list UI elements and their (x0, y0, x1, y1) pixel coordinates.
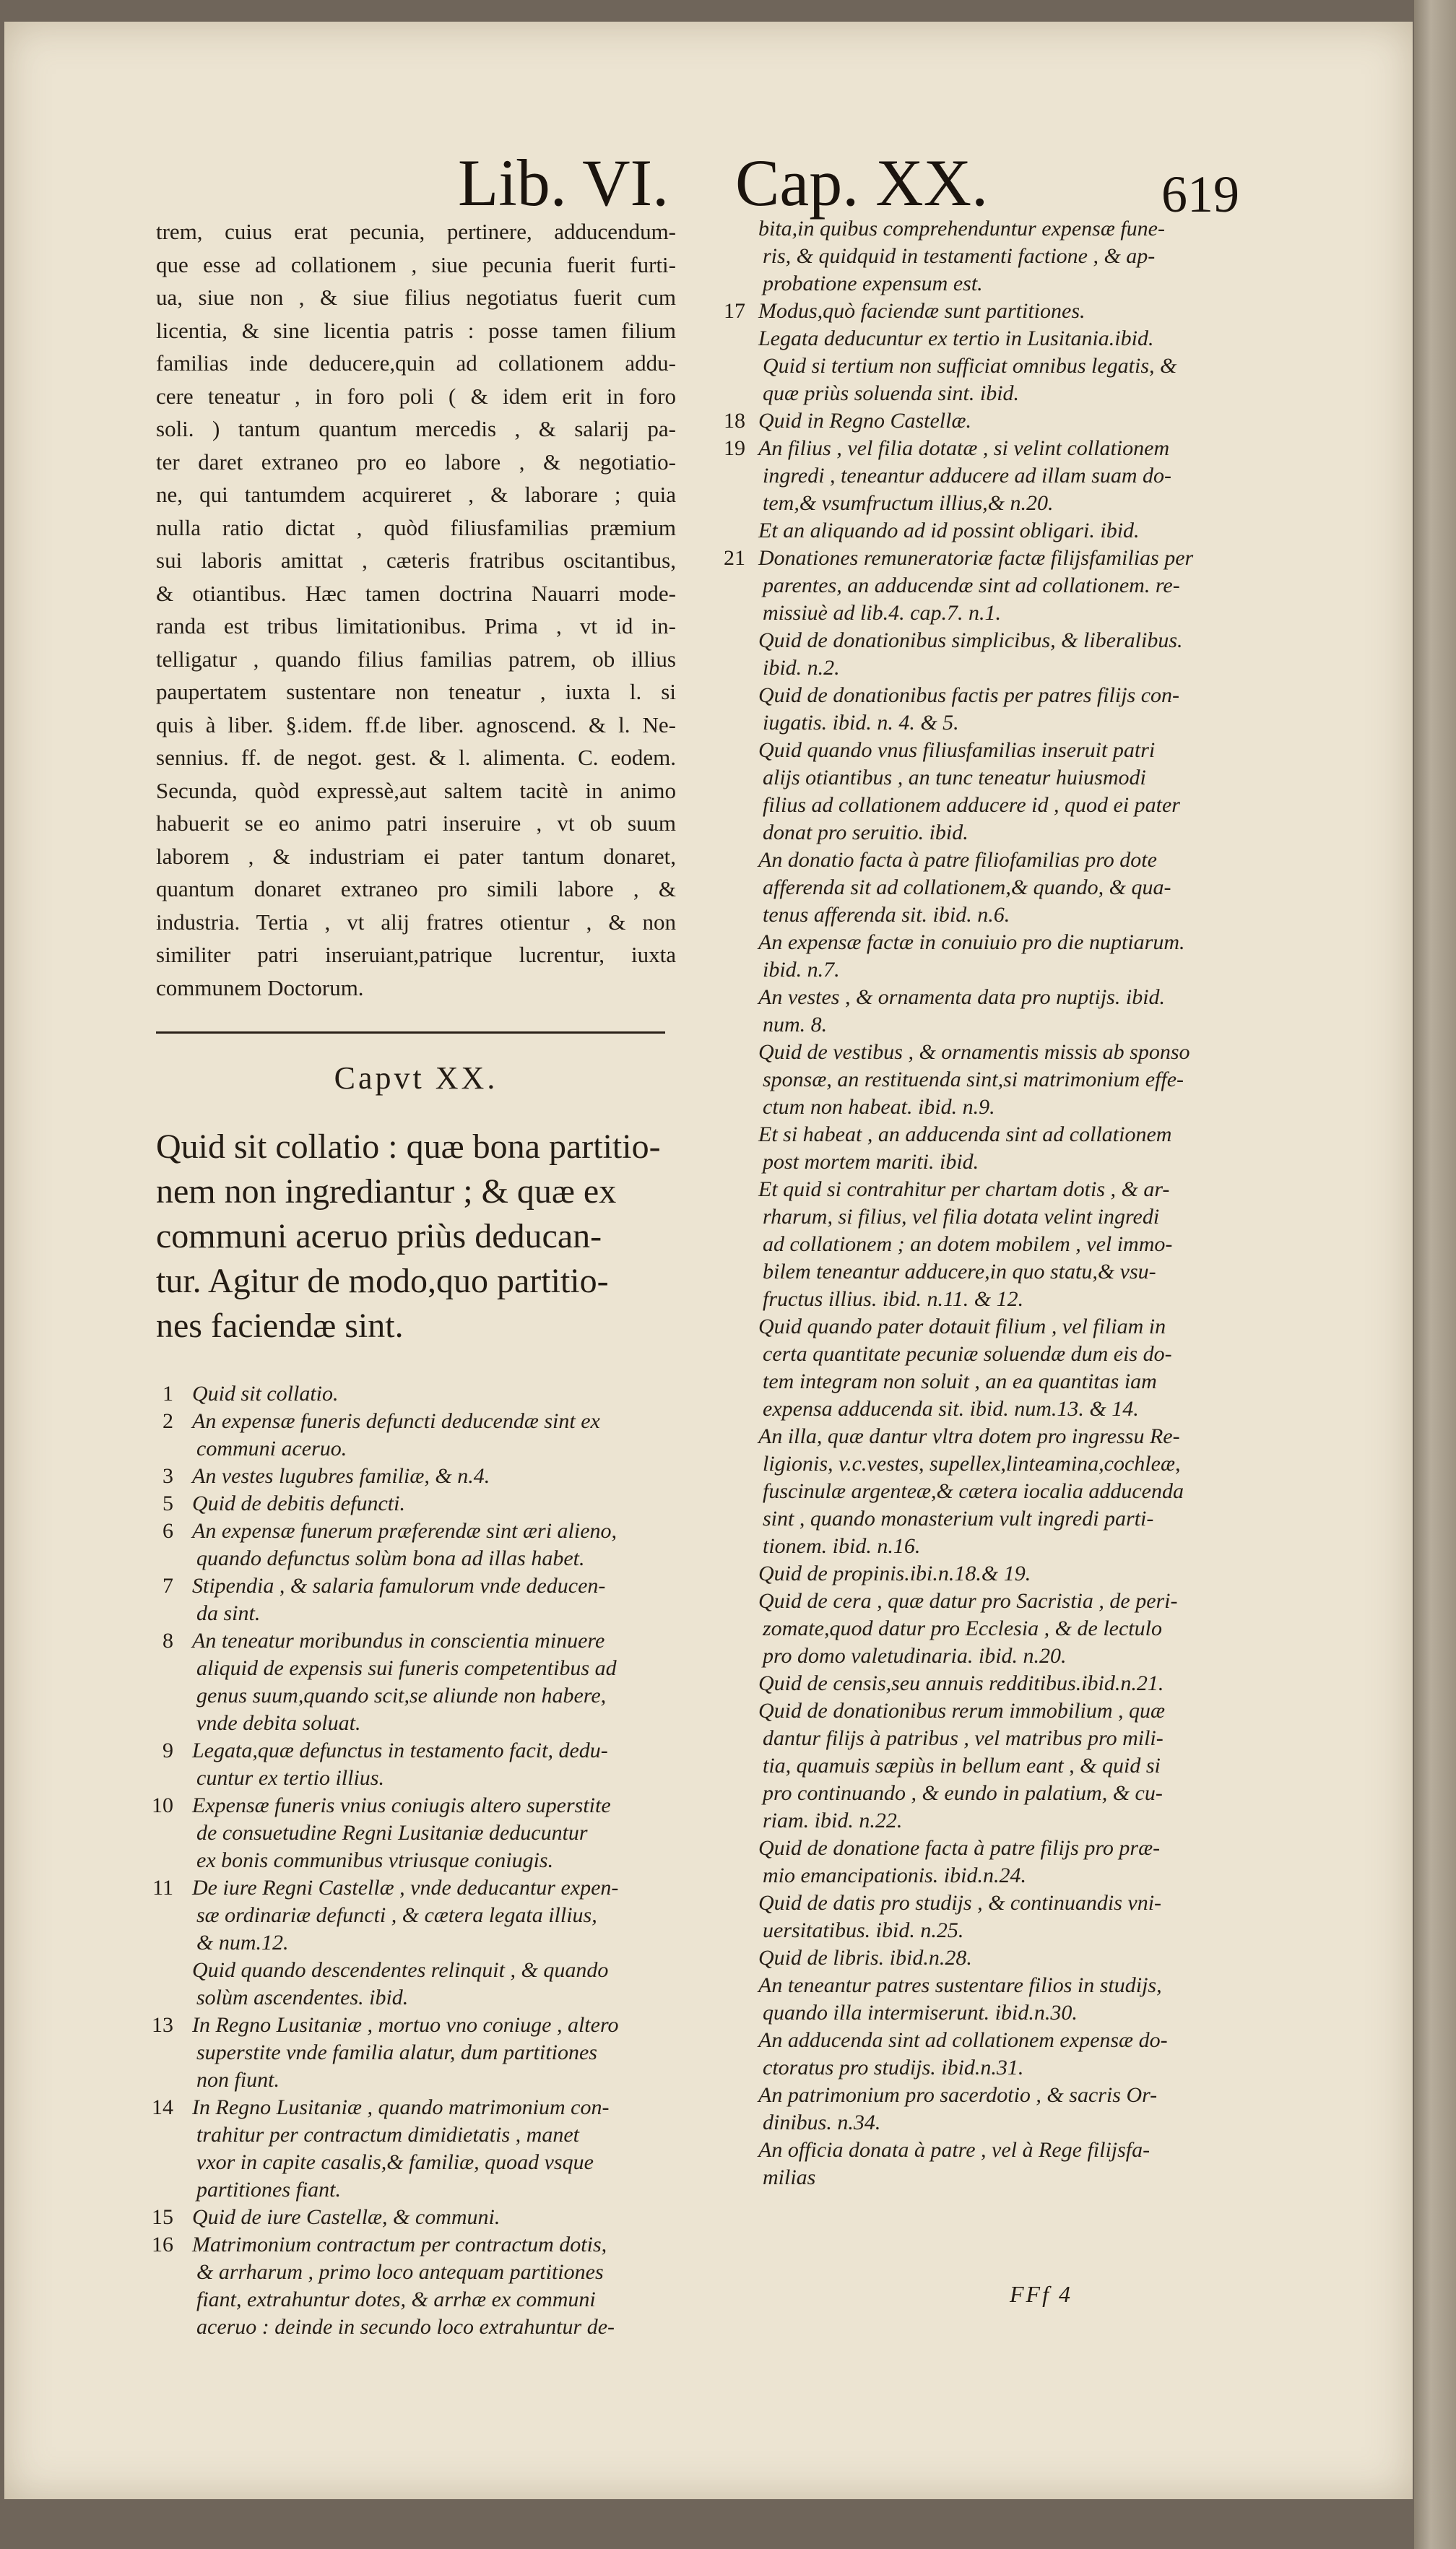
signature-mark: FFf 4 (1010, 2281, 1072, 2307)
entry-line: Quid quando pater dotauit filium , vel filiam in (758, 1315, 1166, 1338)
chapter-number: Cap. XX. (735, 146, 989, 220)
entry-line: pro domo valetudinaria. ibid. n.20. (763, 1644, 1067, 1668)
entry-line: Quid sit collatio. (192, 1382, 339, 1406)
index-entry (748, 1588, 1247, 1670)
entry-line: Expensæ funeris vnius coniugis altero superstite (192, 1793, 611, 1817)
entry-line: sponsæ, an restituenda sint,si matrimonium effe- (763, 1068, 1184, 1091)
title-line: tur. Agitur de modo,quo partitio- (156, 1262, 609, 1300)
entry-line: quæ priùs soluenda sint. ibid. (763, 381, 1020, 405)
entry-line: Quid quando vnus filiusfamilias inseruit patri (758, 738, 1156, 762)
index-entry (152, 2231, 676, 2341)
paragraph-line: ua, siue non , & siue filius negotiatus fuerit cum (156, 285, 676, 310)
entry-number: 5 (162, 1492, 173, 1515)
entry-number: 1 (162, 1382, 173, 1406)
entry-number: 18 (724, 409, 745, 433)
index-entry (748, 1039, 1247, 1121)
entry-line: post mortem mariti. ibid. (763, 1150, 979, 1174)
entry-line: num. 8. (763, 1013, 828, 1037)
paragraph-line: familias inde deducere,quin ad collationem addu- (156, 350, 676, 376)
entry-line: superstite vnde familia alatur, dum partitiones (196, 2041, 597, 2064)
index-entry (748, 2027, 1247, 2082)
index-entry (748, 737, 1247, 847)
entry-number: 16 (152, 2233, 173, 2256)
entry-line: da sint. (196, 1601, 261, 1625)
paragraph-line: paupertatem sustentare non teneatur , iuxta l. si (156, 679, 676, 704)
entry-line: Quid de iure Castellæ, & communi. (192, 2205, 500, 2229)
entry-line: An filius , vel filia dotatæ , si velint collationem (758, 436, 1170, 460)
paragraph-line: cere teneatur , in foro poli ( & idem erit in foro (156, 383, 676, 409)
entry-line: Et quid si contrahitur per chartam dotis , & ar- (758, 1177, 1170, 1201)
paragraph-line: soli. ) tantum quantum mercedis , & salarij pa- (156, 416, 676, 441)
index-entry (748, 517, 1247, 545)
index-entry (152, 2204, 676, 2231)
index-entry (748, 627, 1247, 682)
index-entry (748, 325, 1247, 407)
paragraph-line: ter daret extraneo pro eo labore , & negotiatio- (156, 449, 676, 475)
entry-line: expensa adducenda sit. ibid. num.13. & 14. (763, 1397, 1139, 1421)
entry-line: tia, quamuis sæpiùs in bellum eant , & quid si (763, 1754, 1161, 1778)
page-number: 619 (1161, 165, 1239, 223)
entry-line: trahitur per contractum dimidietatis , manet (196, 2123, 579, 2147)
entry-line: cuntur ex tertio illius. (196, 1766, 384, 1790)
entry-line: Matrimonium contractum per contractum dotis, (192, 2233, 607, 2256)
entry-line: ris, & quidquid in testamenti factione , & ap- (763, 244, 1156, 268)
entry-line: non fiunt. (196, 2068, 280, 2092)
entry-line: Quid de propinis.ibi.n.18.& 19. (758, 1562, 1031, 1585)
entry-line: Quid de censis,seu annuis redditibus.ibid.n.21. (758, 1671, 1164, 1695)
index-entry (156, 1518, 676, 1572)
entry-line: aliquid de expensis sui funeris competentibus ad (196, 1656, 617, 1680)
entry-line: An vestes , & ornamenta data pro nuptijs. ibid. (758, 985, 1166, 1009)
entry-line: zomate,quod datur pro Ecclesia , & de lectulo (763, 1617, 1162, 1640)
index-entry (748, 2082, 1247, 2137)
index-entry (748, 1121, 1247, 1176)
entry-line: An donatio facta à patre filiofamilias pro dote (758, 848, 1157, 872)
book-page (4, 22, 1413, 2499)
paragraph-line: & otiantibus. Hæc tamen doctrina Nauarri mode- (156, 580, 676, 606)
entry-line: fiant, extrahuntur dotes, & arrhæ ex communi (196, 2288, 596, 2311)
entry-line: uersitatibus. ibid. n.25. (763, 1918, 964, 1942)
paragraph-line: habuerit se eo animo patri inseruire , vt ob suum (156, 810, 676, 836)
entry-line: An expensæ funeris defuncti deducendæ sint ex (192, 1409, 600, 1433)
paragraph-line: laborem , & industriam ei pater tantum donaret, (156, 843, 676, 869)
entry-number: 15 (152, 2205, 173, 2229)
summary-index-right (724, 215, 1247, 2191)
entry-line: probatione expensum est. (763, 272, 983, 295)
page-edge (1414, 0, 1456, 2549)
entry-line: donat pro seruitio. ibid. (763, 821, 968, 844)
entry-line: Quid de debitis defuncti. (192, 1492, 405, 1515)
entry-line: rharum, si filius, vel filia dotata velint ingredi (763, 1205, 1160, 1229)
entry-line: certa quantitate pecuniæ soluendæ dum eis do- (763, 1342, 1172, 1366)
paragraph-line: sui laboris amittat , cæteris fratribus oscitantibus, (156, 548, 676, 573)
entry-line: Legata deducuntur ex tertio in Lusitania.ibid. (758, 326, 1154, 350)
entry-line: afferenda sit ad collationem,& quando, & qua- (763, 875, 1171, 899)
paragraph-line: communem Doctorum. (156, 974, 364, 1000)
entry-line: Legata,quæ defunctus in testamento facit, dedu- (192, 1739, 608, 1762)
entry-number: 17 (724, 299, 745, 323)
entry-line: ctum non habeat. ibid. n.9. (763, 1095, 995, 1119)
entry-line: vnde debita soluat. (196, 1711, 361, 1735)
entry-line: ex bonis communibus vtriusque coniugis. (196, 1848, 554, 1872)
entry-line: An expensæ factæ in conuiuio pro die nuptiarum. (758, 930, 1185, 954)
paragraph-line: similiter patri inseruiant,patrique lucrentur, iuxta (156, 942, 676, 967)
entry-line: In Regno Lusitaniæ , mortuo vno coniuge , altero (192, 2013, 619, 2037)
entry-line: solùm ascendentes. ibid. (196, 1986, 409, 2009)
entry-line: quando defunctus solùm bona ad illas habet. (196, 1546, 585, 1570)
entry-number: 11 (152, 1876, 173, 1900)
entry-line: Quid quando descendentes relinquit , & quando (192, 1958, 609, 1982)
index-entry (748, 2137, 1247, 2191)
right-column (724, 215, 1247, 2191)
index-entry (748, 1560, 1247, 1588)
entry-number: 8 (162, 1629, 173, 1653)
entry-line: vxor in capite casalis,& familiæ, quoad vsque (196, 2150, 594, 2174)
entry-number: 9 (162, 1739, 173, 1762)
entry-line: fructus illius. ibid. n.11. & 12. (763, 1287, 1024, 1311)
entry-line: Et an aliquando ad id possint obligari. ibid. (758, 519, 1140, 542)
title-line: nem non ingrediantur ; & quæ ex (156, 1172, 617, 1211)
entry-line: An teneantur patres sustentare filios in studijs, (758, 1973, 1162, 1997)
entry-number: 14 (152, 2095, 173, 2119)
title-line: communi aceruo priùs deducan- (156, 1217, 602, 1255)
paragraph-line: nulla ratio dictat , quòd filiusfamilias præmium (156, 514, 676, 540)
summary-index-left (152, 1380, 676, 2341)
index-entry (748, 1176, 1247, 1313)
entry-line: partitiones fiant. (196, 2178, 342, 2202)
index-entry (152, 1874, 676, 1957)
index-entry (156, 1627, 676, 1737)
index-entry (156, 1572, 676, 1627)
entry-line: Quid de datis pro studijs , & continuandis vni- (758, 1891, 1162, 1915)
entry-line: Stipendia , & salaria famulorum vnde deducen- (192, 1574, 606, 1598)
entry-number: 6 (162, 1519, 173, 1543)
entry-line: Quid de donationibus simplicibus, & liberalibus. (758, 628, 1183, 652)
entry-line: Quid de libris. ibid.n.28. (758, 1946, 972, 1970)
entry-line: genus suum,quando scit,se aliunde non habere, (196, 1684, 607, 1708)
entry-line: & arrharum , primo loco antequam partitiones (196, 2260, 604, 2284)
entry-line: An officia donata à patre , vel à Rege filijsfa- (758, 2138, 1150, 2162)
entry-line: milias (763, 2165, 816, 2189)
entry-line: Modus,quò faciendæ sunt partitiones. (758, 299, 1086, 323)
title-line: nes faciendæ sint. (156, 1307, 404, 1345)
index-entry (156, 1737, 676, 1792)
entry-number: 19 (724, 436, 745, 460)
entry-line: de consuetudine Regni Lusitaniæ deducuntur (196, 1821, 588, 1845)
entry-line: An teneatur moribundus in conscientia minuere (192, 1629, 605, 1653)
index-entry (156, 1463, 676, 1490)
entry-line: parentes, an adducendæ sint ad collationem. re- (763, 574, 1180, 597)
index-entry (748, 1313, 1247, 1423)
paragraph-line: industria. Tertia , vt alij fratres otientur , & non (156, 909, 676, 935)
entry-line: Quid de vestibus , & ornamentis missis ab sponso (758, 1040, 1190, 1064)
index-entry (724, 298, 1247, 325)
paragraph-line: Secunda, quòd expressè,aut saltem tacitè in animo (156, 777, 676, 803)
entry-number: 21 (724, 546, 745, 570)
entry-line: bilem teneantur adducere,in quo statu,& vsu- (763, 1260, 1156, 1284)
entry-line: In Regno Lusitaniæ , quando matrimonium con- (192, 2095, 610, 2119)
paragraph-line: licentia, & sine licentia patris : posse tamen filium (156, 317, 676, 343)
index-entry (748, 215, 1247, 298)
entry-line: tenus afferenda sit. ibid. n.6. (763, 903, 1010, 927)
index-entry (724, 545, 1247, 627)
entry-line: ingredi , teneantur adducere ad illam suam do- (763, 464, 1172, 488)
entry-line: alijs otiantibus , an tunc teneatur huiusmodi (763, 766, 1146, 789)
entry-line: sæ ordinariæ defuncti , & cætera legata illius, (196, 1903, 597, 1927)
paragraph-line: randa est tribus limitationibus. Prima , vt id in- (156, 613, 676, 639)
entry-line: sint , quando monasterium vult ingredi parti- (763, 1507, 1154, 1531)
paragraph-line: sennius. ff. de negot. gest. & l. alimenta. C. eodem. (156, 745, 676, 770)
chapter-heading: Capvt XX. (334, 1060, 498, 1096)
paragraph-line: quantum donaret extraneo pro simili labore , & (156, 876, 676, 901)
entry-line: fuscinulæ argenteæ,& cætera iocalia adducenda (763, 1479, 1184, 1503)
paragraph-line: telligatur , quando filius familias patrem, ob illius (156, 646, 676, 672)
entry-line: An vestes lugubres familiæ, & n.4. (192, 1464, 490, 1488)
entry-line: An patrimonium pro sacerdotio , & sacris Or- (758, 2083, 1158, 2107)
index-entry (152, 1792, 676, 1874)
entry-line: quando illa intermiserunt. ibid.n.30. (763, 2001, 1078, 2025)
entry-line: ad collationem ; an dotem mobilem , vel immo- (763, 1232, 1173, 1256)
entry-line: pro continuando , & eundo in palatium, & cu- (763, 1781, 1163, 1805)
entry-number: 7 (162, 1574, 173, 1598)
entry-line: mio emancipationis. ibid.n.24. (763, 1864, 1026, 1887)
index-entry (724, 407, 1247, 435)
left-column (152, 215, 676, 2341)
index-entry (748, 847, 1247, 929)
entry-number: 2 (162, 1409, 173, 1433)
index-entry (156, 1490, 676, 1518)
index-entry (156, 1380, 676, 1408)
entry-line: Donationes remuneratoriæ factæ filijsfamilias per (758, 546, 1194, 570)
entry-line: De iure Regni Castellæ , vnde deducantur expen- (192, 1876, 619, 1900)
entry-line: Quid si tertium non sufficiat omnibus legatis, & (763, 354, 1177, 378)
entry-line: Quid de donationibus factis per patres filijs con- (758, 683, 1180, 707)
entry-line: & num.12. (196, 1931, 289, 1955)
index-entry (748, 1890, 1247, 1944)
index-entry (748, 1670, 1247, 1697)
book-number: Lib. VI. (458, 146, 670, 220)
index-entry (748, 682, 1247, 737)
entry-number: 3 (162, 1464, 173, 1488)
index-entry (156, 1408, 676, 1463)
entry-line: aceruo : deinde in secundo loco extrahuntur de- (196, 2315, 615, 2339)
entry-number: 10 (152, 1793, 173, 1817)
entry-line: ctoratus pro studijs. ibid.n.31. (763, 2056, 1024, 2080)
index-entry (748, 929, 1247, 984)
entry-line: tem integram non soluit , an ea quantitas iam (763, 1369, 1157, 1393)
chapter-title (156, 1125, 676, 1349)
entry-line: ligionis, v.c.vestes, supellex,linteamina,cochleæ, (763, 1452, 1181, 1476)
body-paragraph (156, 215, 676, 1004)
entry-line: tionem. ibid. n.16. (763, 1534, 921, 1558)
entry-line: Et si habeat , an adducenda sint ad collationem (758, 1122, 1172, 1146)
index-entry (724, 435, 1247, 517)
index-entry (152, 2094, 676, 2204)
index-entry (748, 1972, 1247, 2027)
entry-line: tem,& vsumfructum illius,& n.20. (763, 491, 1054, 515)
entry-line: riam. ibid. n.22. (763, 1809, 903, 1832)
entry-line: filius ad collationem adducere id , quod ei pater (763, 793, 1180, 817)
entry-line: ibid. n.2. (763, 656, 840, 680)
index-entry (748, 1697, 1247, 1835)
index-entry (748, 1944, 1247, 1972)
entry-line: Quid in Regno Castellæ. (758, 409, 971, 433)
entry-line: iugatis. ibid. n. 4. & 5. (763, 711, 959, 735)
entry-line: ibid. n.7. (763, 958, 840, 982)
index-entry (748, 1835, 1247, 1890)
entry-line: An illa, quæ dantur vltra dotem pro ingressu Re- (758, 1424, 1180, 1448)
paragraph-line: trem, cuius erat pecunia, pertinere, adducendum- (156, 219, 676, 244)
index-entry (748, 984, 1247, 1039)
entry-line: An adducenda sint ad collationem expensæ do- (758, 2028, 1168, 2052)
entry-line: Quid de cera , quæ datur pro Sacristia , de peri- (758, 1589, 1178, 1613)
paragraph-line: quis à liber. §.idem. ff.de liber. agnoscend. & l. Ne- (156, 711, 676, 737)
index-entry (152, 2012, 676, 2094)
entry-number: 13 (152, 2013, 173, 2037)
title-line: Quid sit collatio : quæ bona partitio- (156, 1128, 661, 1166)
entry-line: missiuè ad lib.4. cap.7. n.1. (763, 601, 1001, 625)
index-entry (748, 1423, 1247, 1560)
entry-line: Quid de donatione facta à patre filijs pro præ- (758, 1836, 1161, 1860)
entry-line: dantur filijs à patribus , vel matribus pro mili- (763, 1726, 1164, 1750)
paragraph-line: ne, qui tantumdem acquireret , & laborare ; quia (156, 482, 676, 507)
entry-line: Quid de donationibus rerum immobilium , quæ (758, 1699, 1166, 1723)
entry-line: dinibus. n.34. (763, 2111, 881, 2134)
section-divider (156, 1031, 665, 1034)
index-entry (156, 1957, 676, 2012)
paragraph-line: que esse ad collationem , siue pecunia fuerit furti- (156, 251, 676, 277)
entry-line: bita,in quibus comprehenduntur expensæ fune- (758, 217, 1165, 241)
entry-line: communi aceruo. (196, 1437, 347, 1460)
entry-line: An expensæ funerum præferendæ sint æri alieno, (192, 1519, 618, 1543)
